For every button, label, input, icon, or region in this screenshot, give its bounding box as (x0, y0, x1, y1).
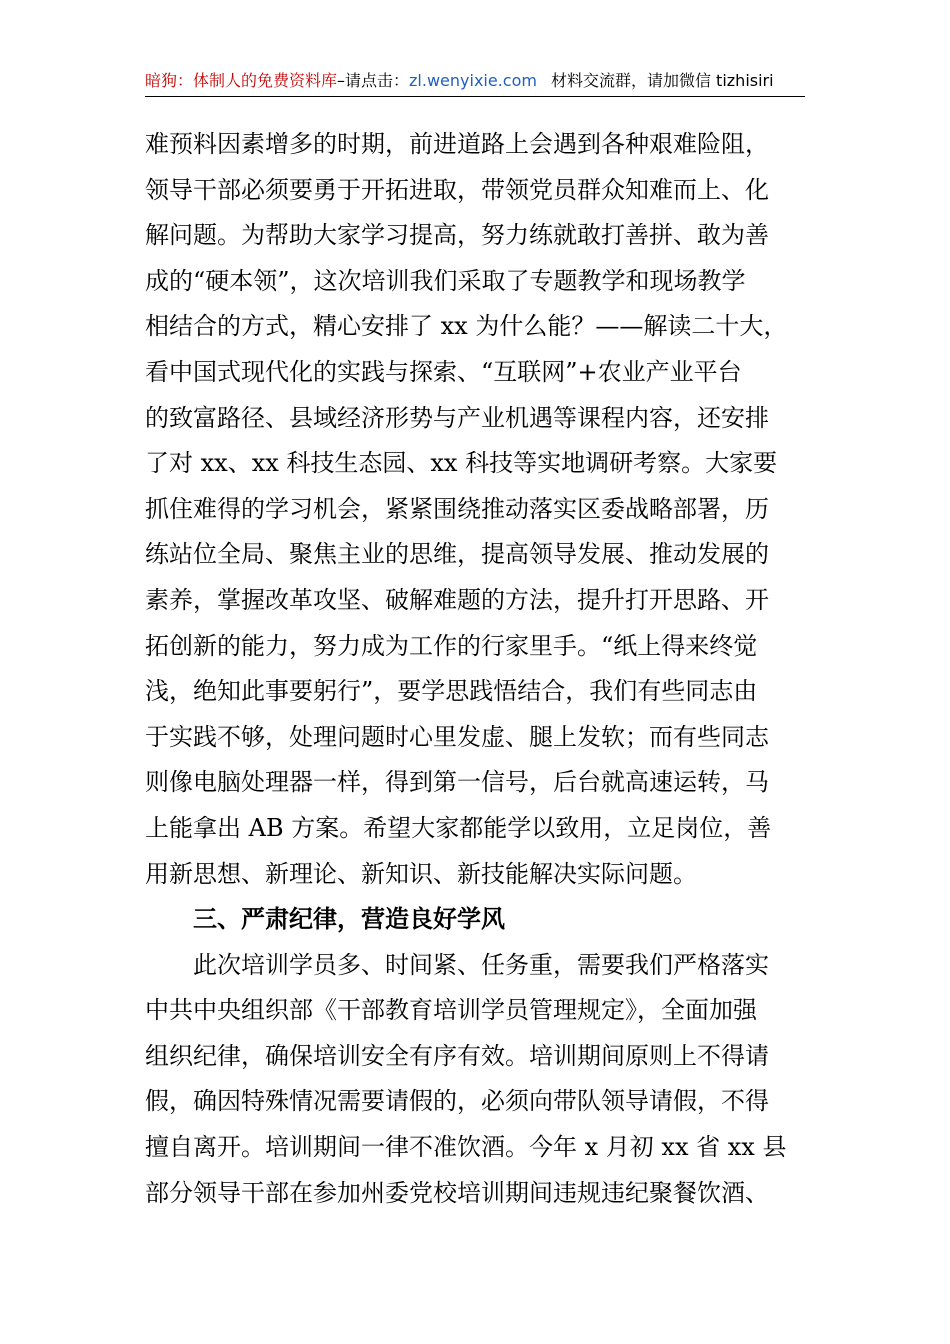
body-line: 看中国式现代化的实践与探索、“互联网”+农业产业平台 (145, 357, 742, 386)
document-body (145, 122, 810, 1216)
body-line: 难预料因素增多的时期，前进道路上会遇到各种艰难险阻， (145, 130, 769, 158)
body-line: 于实践不够，处理问题时心里发虚、腿上发软；而有些同志 (145, 722, 769, 751)
body-line: 则像电脑处理器一样，得到第一信号，后台就高速运转，马 (145, 768, 769, 797)
body-line: 用新思想、新理论、新知识、新技能解决实际问题。 (145, 859, 697, 888)
body-line: 拓创新的能力，努力成为工作的行家里手。“纸上得来终觉 (145, 631, 758, 660)
header-click-prompt: –请点击： (337, 71, 410, 90)
body-line: 成的“硬本领”，这次培训我们采取了专题教学和现场教学 (145, 266, 746, 295)
body-line: 的致富路径、县域经济形势与产业机遇等课程内容，还安排 (145, 403, 769, 432)
page-header (145, 66, 805, 97)
header-wechat-note: 材料交流群，请加微信 tizhisiri (550, 71, 774, 90)
body-line: 浅，绝知此事要躬行”，要学思践悟结合，我们有些同志由 (145, 677, 758, 706)
section-line: 擅自离开。培训期间一律不准饮酒。今年 x 月初 xx 省 xx 县 (145, 1133, 787, 1162)
header-source-label: 暗狗：体制人的免费资料库 (145, 71, 338, 90)
body-line: 抓住难得的学习机会，紧紧围绕推动落实区委战略部署，历 (145, 494, 769, 523)
body-line: 练站位全局、聚焦主业的思维，提高领导发展、推动发展的 (145, 540, 769, 569)
body-line: 素养，掌握改革攻坚、破解难题的方法，提升打开思路、开 (145, 585, 769, 614)
body-line: 了对 xx、xx 科技生态园、xx 科技等实地调研考察。大家要 (145, 449, 778, 478)
section-line: 中共中央组织部《干部教育培训学员管理规定》，全面加强 (145, 996, 757, 1025)
body-line: 领导干部必须要勇于开拓进取，带领党员群众知难而上、化 (145, 175, 769, 204)
body-line: 解问题。为帮助大家学习提高，努力练就敢打善拼、敢为善 (145, 221, 769, 250)
body-line: 上能拿出 AB 方案。希望大家都能学以致用，立足岗位，善 (145, 813, 772, 842)
section-line: 此次培训学员多、时间紧、任务重，需要我们严格落实 (193, 950, 769, 979)
header-url-link[interactable]: zl.wenyixie.com (409, 71, 537, 90)
section-line: 组织纪律，确保培训安全有序有效。培训期间原则上不得请 (145, 1041, 769, 1070)
section-line: 假，确因特殊情况需要请假的，必须向带队领导请假，不得 (145, 1087, 769, 1116)
body-line: 相结合的方式，精心安排了 xx 为什么能？——解读二十大， (145, 312, 788, 341)
section-heading: 三、严肃纪律，营造良好学风 (193, 905, 505, 934)
section-line: 部分领导干部在参加州委党校培训期间违规违纪聚餐饮酒、 (145, 1178, 769, 1207)
